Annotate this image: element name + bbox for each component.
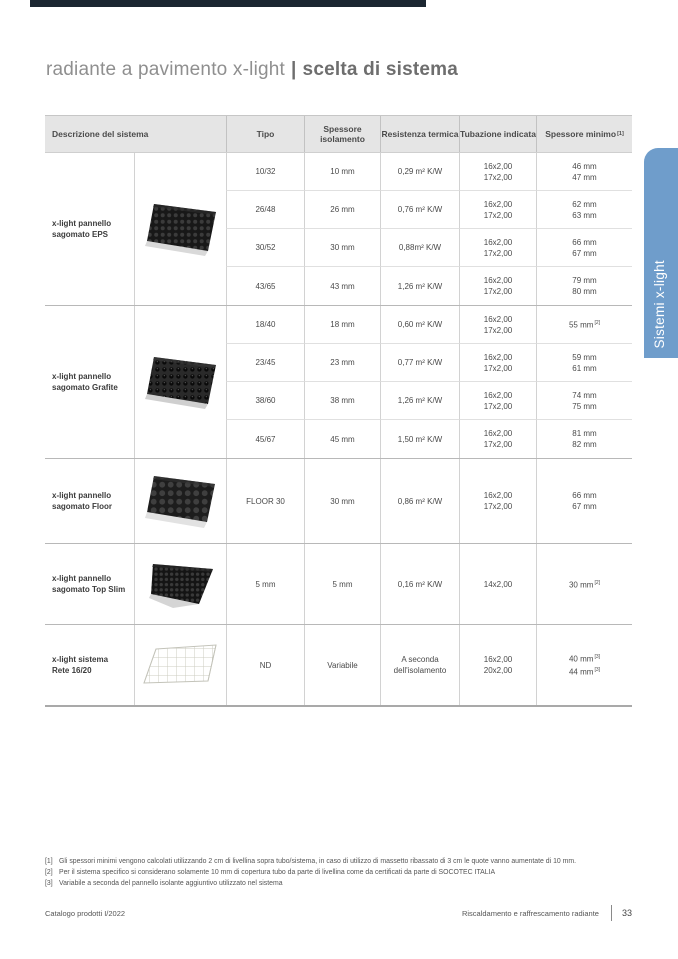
- cell-tubazione: 16x2,00 17x2,00: [459, 191, 536, 229]
- system-description-eps: x-light pannello sagomato EPS: [52, 219, 112, 239]
- page-footer: [45, 905, 632, 921]
- rete-mesh-image: [134, 625, 226, 705]
- cell-spessore: 5 mm: [304, 544, 380, 624]
- cell-spessore: 45 mm: [304, 420, 380, 458]
- col-header-tipo: Tipo: [226, 116, 304, 152]
- cell-tipo: 30/52: [226, 229, 304, 267]
- system-description-floor: x-light pannello sagomato Floor: [52, 491, 113, 511]
- system-description-grafite: x-light pannello sagomato Grafite: [52, 372, 118, 392]
- cell-tubazione: 16x2,00 17x2,00: [459, 382, 536, 420]
- footnotes: [45, 856, 645, 889]
- tab-sistemi-x-light: [644, 148, 678, 358]
- cell-tubazione: 16x2,00 17x2,00: [459, 267, 536, 305]
- cell-resistenza: 0,76 m² K/W: [380, 191, 459, 229]
- cell-minimo: 40 mm[3] 44 mm[3]: [536, 625, 632, 705]
- cell-minimo: 62 mm 63 mm: [536, 191, 632, 229]
- cell-tipo: 43/65: [226, 267, 304, 305]
- catalog-edition-label: Catalogo prodotti I/2022: [45, 908, 126, 918]
- topslim-panel-image: [134, 544, 226, 624]
- grafite-panel-image: [134, 306, 226, 458]
- cell-tipo: 45/67: [226, 420, 304, 458]
- cell-tipo: ND: [226, 625, 304, 705]
- footnote-3: [3] Variabile a seconda del pannello isolante aggiuntivo utilizzato nel sistema: [45, 880, 283, 887]
- cell-spessore: 30 mm: [304, 229, 380, 267]
- col-header-spessore: Spessore isolamento: [304, 116, 380, 152]
- page-title: [46, 59, 458, 81]
- cell-tubazione: 16x2,00 17x2,00: [459, 420, 536, 458]
- cell-minimo: 55 mm[2]: [536, 306, 632, 344]
- cell-tipo: 18/40: [226, 306, 304, 344]
- cell-resistenza: 0,86 m² K/W: [380, 459, 459, 543]
- cell-tipo: 23/45: [226, 344, 304, 382]
- cell-tubazione: 16x2,00 17x2,00: [459, 229, 536, 267]
- cell-minimo: 46 mm 47 mm: [536, 153, 632, 191]
- footnote-2: [2] Per il sistema specifico si considerano solamente 10 mm di copertura tubo da parte di livellina come da certificati da parte di SOCOTEC ITALIA: [45, 869, 496, 876]
- system-selection-table: [45, 115, 632, 707]
- cell-minimo: 59 mm 61 mm: [536, 344, 632, 382]
- system-description-topslim: x-light pannello sagomato Top Slim: [52, 574, 126, 594]
- side-tab-label: Sistemi x-light: [652, 260, 667, 349]
- cell-spessore: 26 mm: [304, 191, 380, 229]
- page-title-right: scelta di sistema: [302, 59, 459, 80]
- table-header-row: [45, 115, 632, 153]
- cell-tubazione: 16x2,00 17x2,00: [459, 306, 536, 344]
- cell-minimo: 81 mm 82 mm: [536, 420, 632, 458]
- page-number: 33: [621, 908, 632, 918]
- table-section-rete: [45, 625, 632, 707]
- cell-minimo: 66 mm 67 mm: [536, 459, 632, 543]
- cell-spessore: 18 mm: [304, 306, 380, 344]
- cell-resistenza: 0,16 m² K/W: [380, 544, 459, 624]
- eps-panel-image: [134, 153, 226, 305]
- cell-spessore: 10 mm: [304, 153, 380, 191]
- col-header-resistenza: Resistenza termica: [380, 116, 459, 152]
- cell-spessore: 38 mm: [304, 382, 380, 420]
- table-section-grafite: [45, 306, 632, 459]
- cell-spessore: 23 mm: [304, 344, 380, 382]
- cell-resistenza: A seconda dell'isolamento: [380, 625, 459, 705]
- cell-resistenza: 0,88m² K/W: [380, 229, 459, 267]
- col-header-minimo: Spessore minimo [1]: [536, 116, 632, 152]
- footer-chapter-label: Riscaldamento e raffrescamento radiante: [461, 908, 599, 918]
- title-separator: |: [291, 59, 297, 80]
- cell-tipo: 38/60: [226, 382, 304, 420]
- cell-resistenza: 1,26 m² K/W: [380, 382, 459, 420]
- floor-panel-image: [134, 459, 226, 543]
- cell-resistenza: 0,29 m² K/W: [380, 153, 459, 191]
- cell-minimo: 74 mm 75 mm: [536, 382, 632, 420]
- col-header-tubazione: Tubazione indicata: [459, 116, 536, 152]
- cell-spessore: Variabile: [304, 625, 380, 705]
- cell-tubazione: 16x2,00 17x2,00: [459, 153, 536, 191]
- cell-tubazione: 16x2,00 17x2,00: [459, 459, 536, 543]
- cell-minimo: 30 mm[2]: [536, 544, 632, 624]
- page-title-left: radiante a pavimento x-light: [46, 59, 286, 80]
- cell-tipo: 10/32: [226, 153, 304, 191]
- cell-resistenza: 1,50 m² K/W: [380, 420, 459, 458]
- cell-tipo: 5 mm: [226, 544, 304, 624]
- cell-spessore: 30 mm: [304, 459, 380, 543]
- cell-tubazione: 14x2,00: [459, 544, 536, 624]
- cell-tipo: 26/48: [226, 191, 304, 229]
- cell-resistenza: 1,26 m² K/W: [380, 267, 459, 305]
- cell-tubazione: 16x2,00 17x2,00: [459, 344, 536, 382]
- table-section-eps: [45, 153, 632, 306]
- cell-spessore: 43 mm: [304, 267, 380, 305]
- page-top-accent-bar: [30, 0, 426, 7]
- system-description-rete: x-light sistema Rete 16/20: [52, 655, 109, 675]
- cell-resistenza: 0,77 m² K/W: [380, 344, 459, 382]
- cell-minimo: 79 mm 80 mm: [536, 267, 632, 305]
- col-header-descrizione: Descrizione del sistema: [52, 128, 149, 139]
- table-section-floor: [45, 459, 632, 544]
- cell-tubazione: 16x2,00 20x2,00: [459, 625, 536, 705]
- table-section-topslim: [45, 544, 632, 625]
- cell-minimo: 66 mm 67 mm: [536, 229, 632, 267]
- cell-tipo: FLOOR 30: [226, 459, 304, 543]
- cell-resistenza: 0,60 m² K/W: [380, 306, 459, 344]
- footnote-1: [1] Gli spessori minimi vengono calcolati utilizzando 2 cm di livellina sopra tubo/sistema, in caso di utilizzo di massetto ribassato di 3 cm le quote vanno aumentate di 10 mm.: [45, 858, 577, 865]
- footer-divider: [611, 905, 612, 921]
